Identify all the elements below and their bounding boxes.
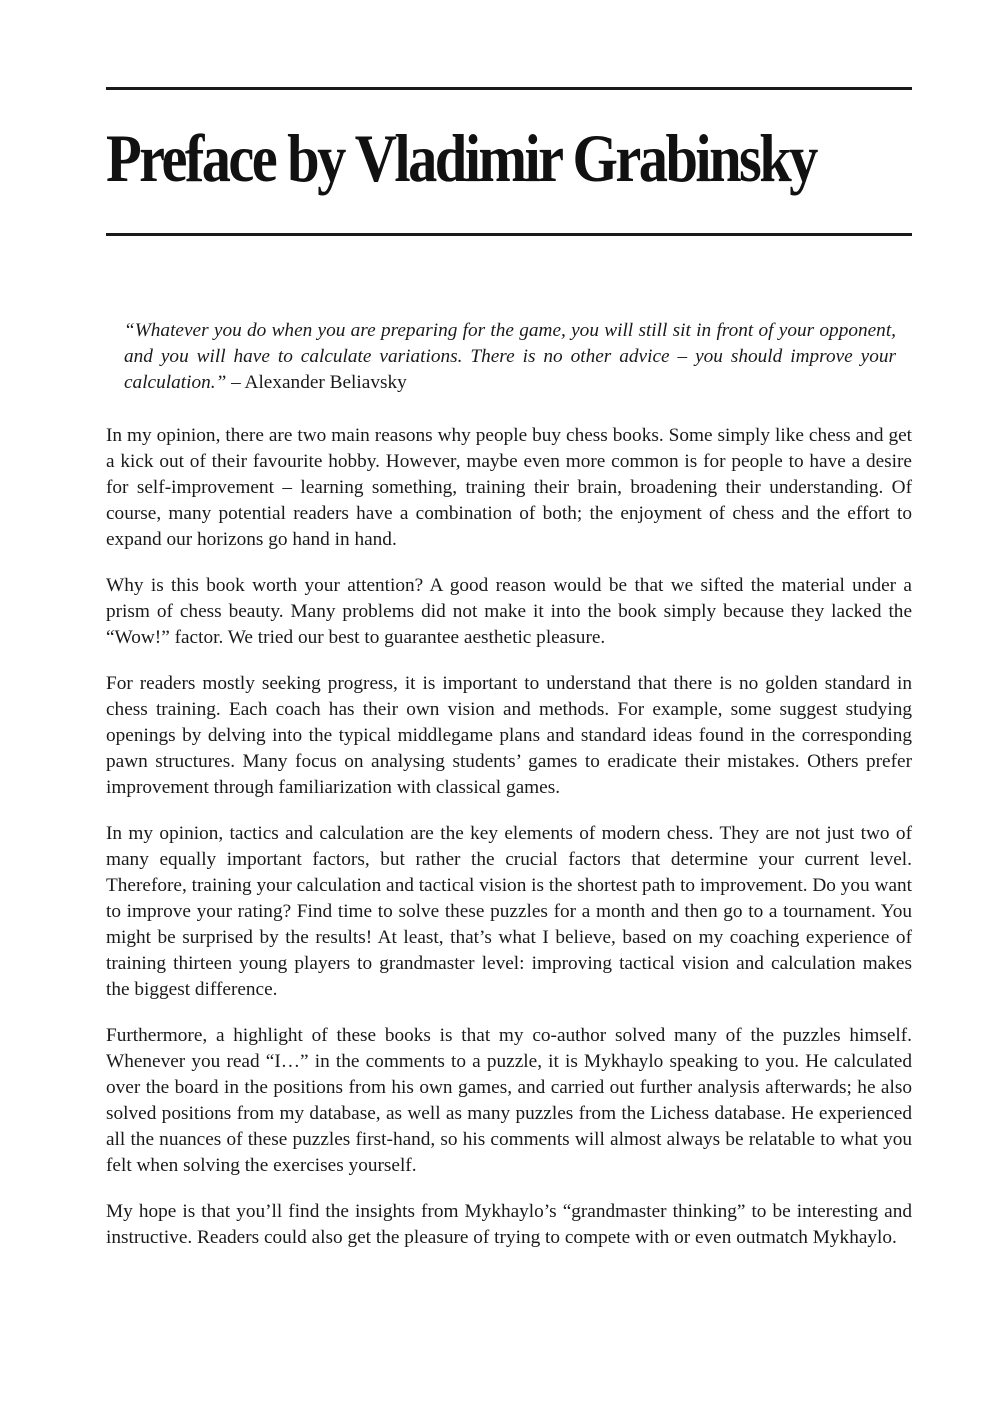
paragraph: For readers mostly seeking progress, it is important to understand that there is no golden standard in chess training. Each coach has their own vision and methods. For example, some suggest studying openings by delving into the typical middlegame plans and standard ideas found in the corresponding pawn structures. Many focus on analysing students’ games to eradicate their mistakes. Others prefer improvement through familiarization with classical games. bbox=[106, 673, 912, 798]
page-title: Preface by Vladimir Grabinsky bbox=[106, 120, 816, 196]
title-bottom-rule bbox=[106, 233, 912, 236]
paragraph: Why is this book worth your attention? A good reason would be that we sifted the material under a prism of chess beauty. Many problems did not make it into the book simply because they lacked the “Wow!” factor. We tried our best to guarantee aesthetic pleasure. bbox=[106, 575, 912, 648]
body-text bbox=[106, 423, 912, 1271]
title-top-rule bbox=[106, 87, 912, 90]
paragraph: In my opinion, tactics and calculation are the key elements of modern chess. They are not just two of many equally important factors, but rather the crucial factors that determine your current level. Therefore, training your calculation and tactical vision is the shortest path to improvement. Do you want to improve your rating? Find time to solve these puzzles for a month and then go to a tournament. You might be surprised by the results! At least, that’s what I believe, based on my coaching experience of training thirteen young players to grandmaster level: improving tactical vision and calculation makes the biggest difference. bbox=[106, 823, 912, 1000]
paragraph: In my opinion, there are two main reasons why people buy chess books. Some simply like chess and get a kick out of their favourite hobby. However, maybe even more common is for people to have a desire for self-improvement – learning something, training their brain, broadening their understanding. Of course, many potential readers have a combination of both; the enjoyment of chess and the effort to expand our horizons go hand in hand. bbox=[106, 425, 912, 550]
epigraph bbox=[124, 318, 896, 396]
epigraph-quote: “Whatever you do when you are preparing for the game, you will still sit in front of your opponent, and you will have to calculate variations. There is no other advice – you should improve your calculation.” bbox=[124, 320, 896, 393]
paragraph: Furthermore, a highlight of these books is that my co-author solved many of the puzzles himself. Whenever you read “I…” in the comments to a puzzle, it is Mykhaylo speaking to you. He calculated over the board in the positions from his own games, and carried out further analysis afterwards; he also solved positions from my database, as well as many puzzles from the Lichess database. He experienced all the nuances of these puzzles first-hand, so his comments will almost always be relatable to what you felt when solving the exercises yourself. bbox=[106, 1025, 912, 1176]
epigraph-attribution: – Alexander Beliavsky bbox=[226, 372, 407, 393]
paragraph: My hope is that you’ll find the insights from Mykhaylo’s “grandmaster thinking” to be interesting and instructive. Readers could also get the pleasure of trying to compete with or even outmatch Mykhaylo. bbox=[106, 1201, 912, 1248]
